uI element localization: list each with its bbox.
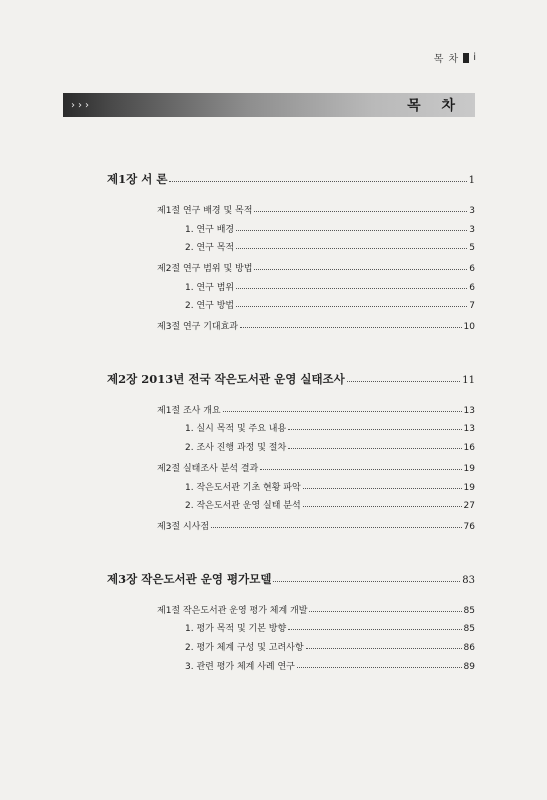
leader-dots [288,429,461,430]
leader-dots [236,306,467,307]
toc-entry-label: 2. 연구 목적 [185,243,235,253]
toc-entry-page: 76 [463,522,475,532]
leader-dots [254,269,467,270]
toc-entry[interactable] [157,603,475,616]
toc-entry-page: 13 [463,406,475,416]
toc-entry[interactable] [185,621,475,634]
toc-entry[interactable] [157,403,475,416]
toc-entry-label: 제3절 시사점 [157,522,210,532]
toc-entry-page: 19 [463,464,475,474]
toc-entry[interactable] [185,240,475,253]
toc-entry-page: 11 [462,375,475,386]
toc-entry-label: 제1절 작은도서관 운영 평가 체계 개발 [157,606,308,616]
toc-entry-page: 89 [463,662,475,672]
leader-dots [288,629,461,630]
leader-dots [236,248,467,249]
toc-entry-page: 83 [462,575,475,586]
toc-entry-label: 3. 관련 평가 체계 사례 연구 [185,662,295,672]
toc-entry-label: 1. 평가 목적 및 기본 방향 [185,624,287,634]
leader-dots [309,611,461,612]
toc-entry[interactable] [185,421,475,434]
leader-dots [303,506,462,507]
toc-entry-label: 제2장 2013년 전국 작은도서관 운영 실태조사 [107,372,345,386]
toc-entry-page: 5 [469,243,475,253]
toc-entry-label: 제1절 조사 개요 [157,406,221,416]
toc-entry-label: 제3절 연구 기대효과 [157,322,239,332]
running-head-bar [463,53,469,63]
running-head [434,50,477,65]
toc-entry-label: 2. 작은도서관 운영 실태 분석 [185,501,301,511]
leader-dots [306,648,462,649]
toc-entry-label: 제3장 작은도서관 운영 평가모델 [107,572,272,586]
toc-entry[interactable] [185,659,475,672]
toc-entry[interactable] [157,203,475,216]
leader-dots [273,581,460,582]
leader-dots [236,288,467,289]
toc-entry-label: 제2절 실태조사 분석 결과 [157,464,259,474]
toc-entry-page: 1 [468,175,475,186]
leader-dots [297,667,462,668]
leader-dots [236,230,467,231]
toc-entry[interactable] [185,440,475,453]
page-number: i [473,52,477,63]
toc-entry[interactable] [185,640,475,653]
toc-entry[interactable] [185,480,475,493]
toc-entry[interactable] [157,519,475,532]
toc-entry-page: 16 [463,443,475,453]
toc-entry-page: 85 [463,624,475,634]
toc-entry-label: 2. 평가 체계 구성 및 고려사항 [185,643,304,653]
toc-entry-page: 10 [463,322,475,332]
leader-dots [211,527,461,528]
toc-entry[interactable] [157,319,475,332]
toc-entry[interactable] [107,571,475,587]
toc-entry-page: 86 [463,643,475,653]
toc-entry-label: 1. 연구 범위 [185,283,235,293]
toc-entry-page: 7 [469,301,475,311]
toc-entry-label: 제1장 서 론 [107,172,168,186]
leader-dots [303,488,462,489]
toc-entry-page: 27 [463,501,475,511]
leader-dots [260,469,461,470]
toc-banner [63,93,475,117]
leader-dots [347,381,460,382]
running-head-text: 목 차 [433,54,460,65]
toc-entry[interactable] [157,261,475,274]
leader-dots [288,448,461,449]
toc-entry-label: 1. 실시 목적 및 주요 내용 [185,424,287,434]
leader-dots [223,411,462,412]
toc-entry[interactable] [185,298,475,311]
chevron-right-icon: ››› [71,99,92,111]
toc-entry-page: 6 [469,264,475,274]
toc-entry-page: 85 [463,606,475,616]
toc-entry[interactable] [185,222,475,235]
toc-entry-page: 13 [463,424,475,434]
toc-entry-label: 제1절 연구 배경 및 목적 [157,206,253,216]
toc-entry-label: 2. 연구 방법 [185,301,235,311]
toc-entry-label: 1. 연구 배경 [185,225,235,235]
leader-dots [240,327,462,328]
toc-entry[interactable] [185,280,475,293]
toc-entry-page: 3 [469,206,475,216]
leader-dots [254,211,467,212]
toc-entry[interactable] [157,461,475,474]
toc-entry-page: 3 [469,225,475,235]
toc-entry[interactable] [107,171,475,187]
toc-entry[interactable] [185,498,475,511]
toc-entry-page: 19 [463,483,475,493]
toc-entry-label: 1. 작은도서관 기초 현황 파악 [185,483,301,493]
toc-entry-page: 6 [469,283,475,293]
toc-entry-label: 제2절 연구 범위 및 방법 [157,264,253,274]
toc-title: 목 차 [407,98,463,114]
toc-entry-label: 2. 조사 진행 과정 및 절차 [185,443,287,453]
leader-dots [169,181,466,182]
toc-entry[interactable] [107,371,475,387]
